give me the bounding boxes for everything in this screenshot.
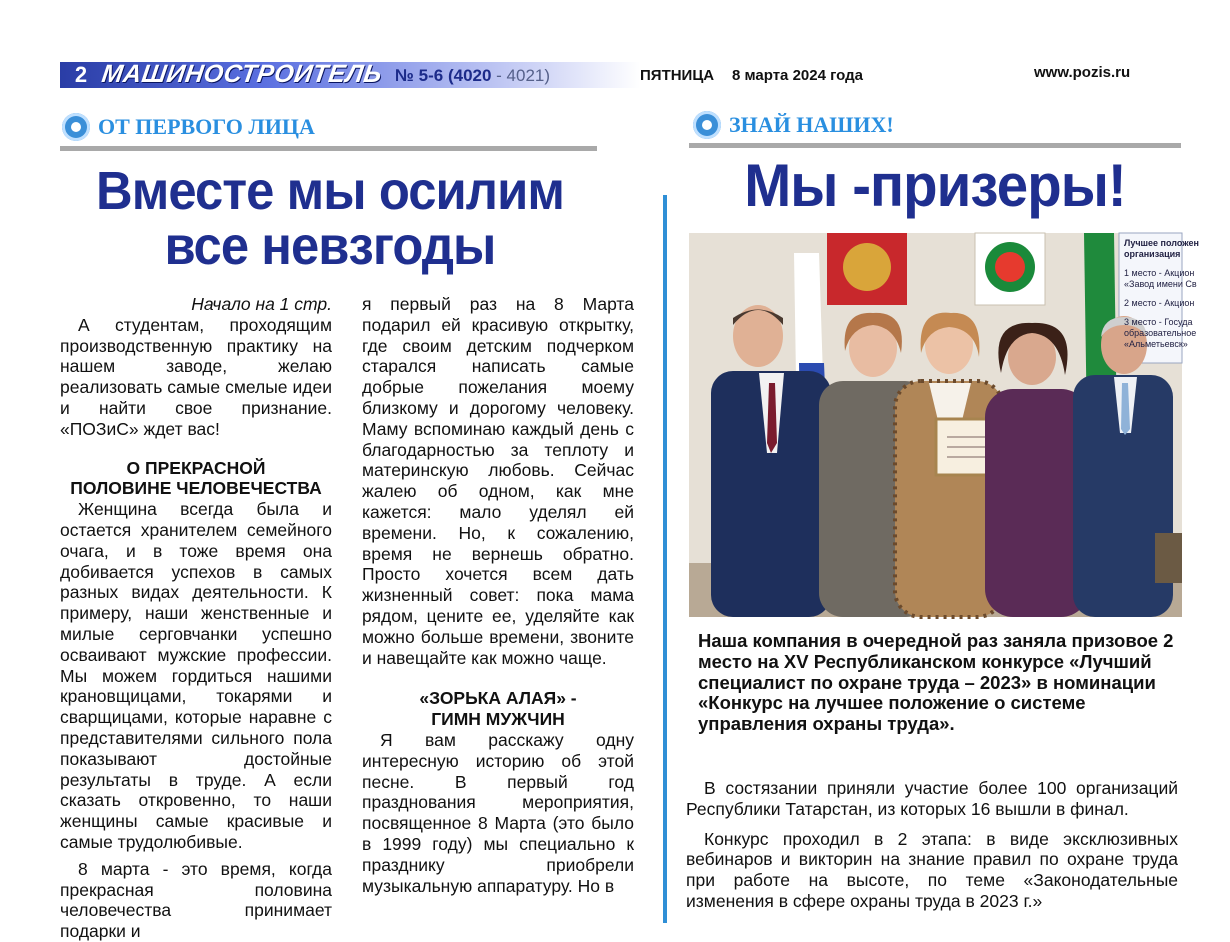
weekday: ПЯТНИЦА — [640, 67, 715, 84]
screen-line: «Завод имени Св — [1124, 279, 1197, 289]
section-header-left — [62, 113, 602, 143]
newspaper-title: МАШИНОСТРОИТЕЛЬ — [100, 60, 384, 88]
screen-line: образовательное — [1124, 328, 1197, 338]
issue-pair: - 4021) — [491, 66, 551, 85]
column-divider — [663, 195, 667, 923]
paragraph: Женщина всегда была и остается хранителем семейного очага, и в тоже время она добивается успехов в самых разных видах деятельности. К примеру, наши женственные и милые серговчанки успешно осваивают мужские профессии. Мы можем гордиться нашими крановщицами, токарями и сварщицами, которые наравне с представителями сильного пола показывают достойные результаты в труде. А если сказать откровенно, то наши женщины самые красивые и самые трудолюбивые. — [60, 499, 332, 852]
issue-number — [395, 63, 550, 89]
page-number: 2 — [74, 62, 88, 87]
subheading-line: О ПРЕКРАСНОЙ — [126, 457, 266, 478]
headline-left-line2: все невзгоды — [164, 216, 496, 276]
section-label-right: ЗНАЙ НАШИХ! — [729, 112, 894, 137]
photo-illustration — [689, 233, 1182, 617]
continued-note: Начало на 1 стр. — [191, 294, 332, 314]
section-header-right — [693, 111, 1173, 141]
headline-left-line1: Вместе мы осилим — [96, 161, 564, 221]
headline-right: Мы -призеры! — [744, 152, 1126, 219]
website-link[interactable]: www.pozis.ru — [1034, 64, 1131, 81]
subheading — [362, 688, 634, 730]
subheading-line: ГИМН МУЖЧИН — [431, 709, 565, 730]
section-label-left: ОТ ПЕРВОГО ЛИЦА — [98, 114, 315, 139]
award-photo — [689, 233, 1199, 617]
subheading — [60, 458, 332, 500]
screen-line: «Альметьевск» — [1124, 339, 1188, 349]
screen-line: 1 место - Акцион — [1124, 268, 1195, 278]
masthead — [60, 60, 1160, 90]
subheading-line: «ЗОРЬКА АЛАЯ» - — [419, 688, 577, 709]
gear-icon — [693, 111, 721, 139]
article-column-2 — [362, 294, 634, 896]
screen-line: Лучшее положен — [1124, 238, 1199, 248]
paragraph: Конкурс проходил в 2 этапа: в виде эксклюзивных вебинаров и викторин на знание правил по охране труда при работе на высоте, по теме «Законодательные изменения в сфере охраны труда в 2023 г.» — [686, 828, 1178, 911]
screen-line: организация — [1124, 249, 1181, 259]
screen-line: 3 место - Госуда — [1124, 317, 1193, 327]
issue-main: № 5-6 (4020 — [395, 66, 492, 85]
headline-left — [72, 161, 589, 276]
paragraph: Я вам расскажу одну интересную историю об этой песне. В первый год празднования мероприятия, посвященное 8 Марта (это было в 1999 году) мы специально к празднику приобрели музыкальную аппаратуру. Но в — [362, 729, 634, 896]
paragraph: А студентам, проходящим производственную практику на нашем заводе, желаю реализовать самые смелые идеи и найти свое признание. «ПОЗиС» ждет вас! — [60, 314, 332, 439]
paragraph: В состязании приняли участие более 100 организаций Республики Татарстан, из которых 16 вышли в финал. — [686, 778, 1178, 819]
lead-paragraph: Наша компания в очередной раз заняла призовое 2 место на XV Республиканском конкурсе «Лучший специалист по охране труда – 2023» в номинации «Конкурс на лучшее положение о системе управления охраны труда». — [698, 630, 1174, 735]
paragraph: 8 марта - это время, когда прекрасная половина человечества принимает подарки и — [60, 858, 332, 942]
presentation-screen — [1122, 236, 1199, 360]
article-column-1 — [60, 294, 332, 942]
section-rule-left — [60, 146, 597, 151]
article-column-right — [686, 778, 1178, 912]
screen-line: 2 место - Акцион — [1124, 298, 1195, 308]
issue-date: 8 марта 2024 года — [732, 67, 863, 84]
section-rule-right — [689, 143, 1181, 148]
subheading-line: ПОЛОВИНЕ ЧЕЛОВЕЧЕСТВА — [70, 478, 322, 499]
paragraph: я первый раз на 8 Марта подарил ей красивую открытку, где своим детским подчерком старался написать самые добрые пожелания моему близкому и дорогому человеку. Маму вспоминаю каждый день с благодарностью за теплоту и материнскую любовь. Сейчас жалею об одном, как мне кажется: мало уделял ей времени. Но, к сожалению, время не вернешь обратно. Просто хочется всем дать жизненный совет: пока мама рядом, цените ее, уделяйте как можно больше времени, звоните и навещайте как можно чаще. — [362, 294, 634, 668]
gear-icon — [62, 113, 90, 141]
